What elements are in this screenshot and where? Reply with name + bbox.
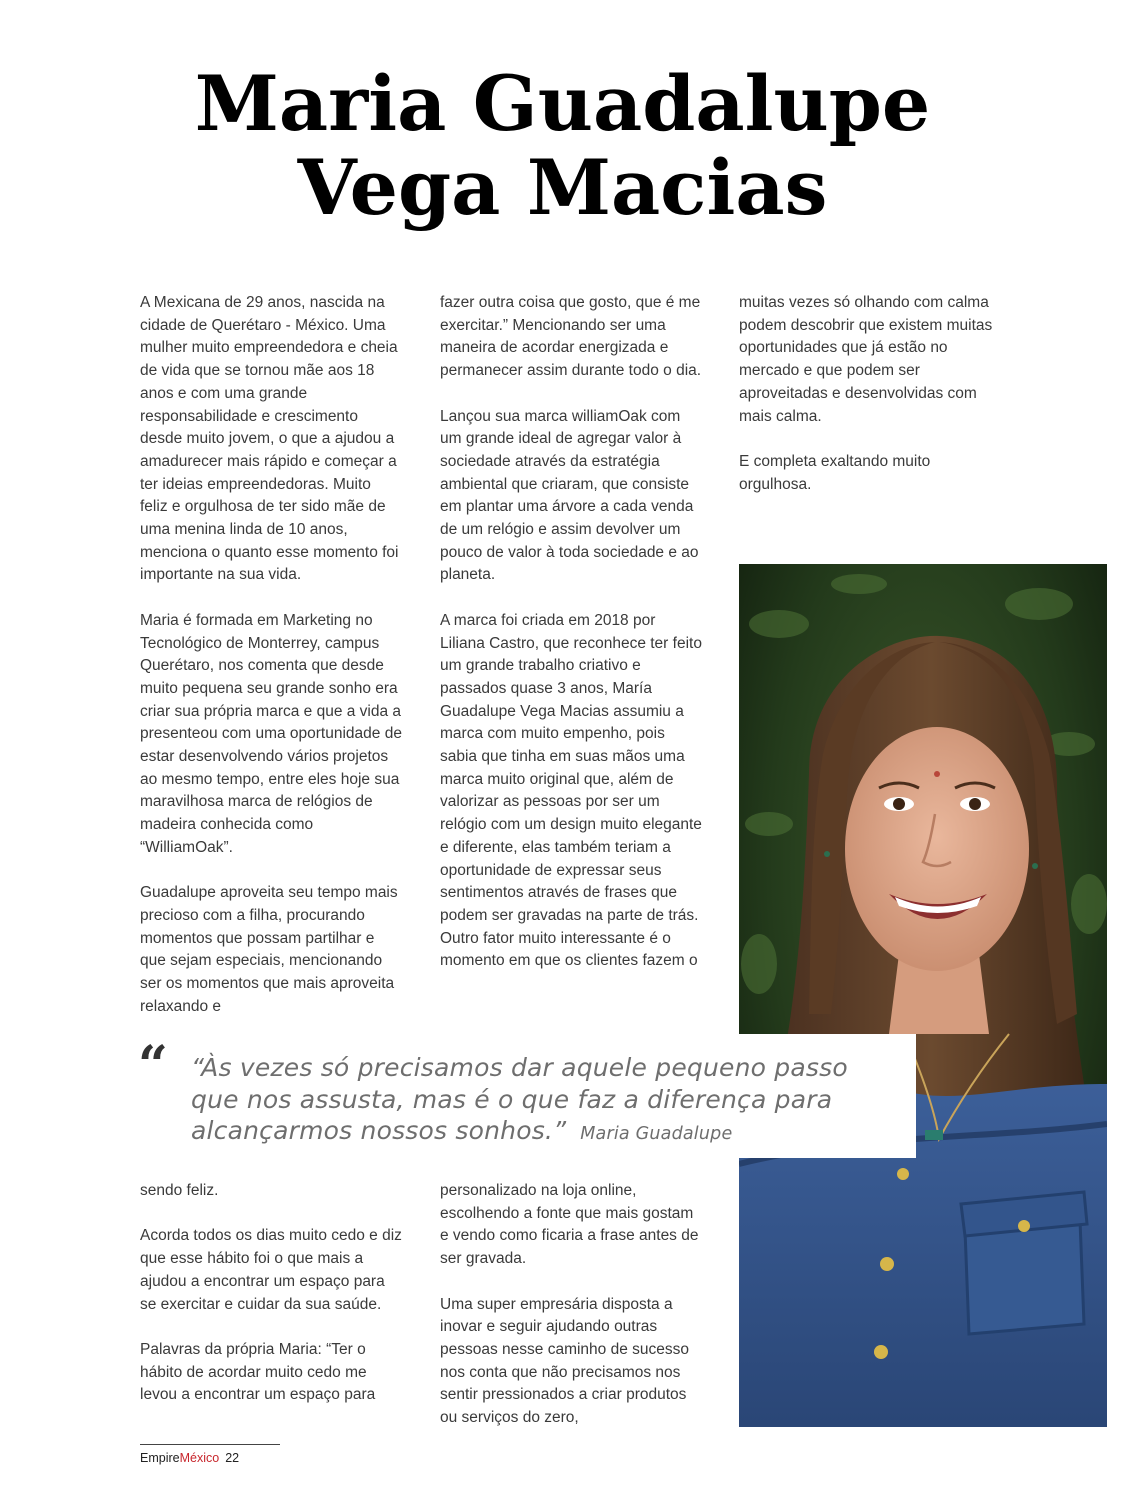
- column-1-top: [140, 292, 402, 1018]
- paragraph: A Mexicana de 29 anos, nascida na cidade de Querétaro - México. Uma mulher muito empreendedora e cheia de vida que se tornou mãe aos 18 anos e com uma grande responsabilidade e crescimento desde muito jovem, o que a ajudou a amadurecer mais rápido e começar a ter ideias empreendedoras. Muito feliz e orgulhosa de ter sido mãe de uma menina linda de 10 anos, menciona o quanto esse momento foi importante na sua vida.: [140, 294, 399, 584]
- column-3-top: [739, 292, 1001, 496]
- column-2-top: [440, 292, 702, 973]
- footer-rule: [140, 1444, 280, 1445]
- article-title: [0, 59, 1125, 232]
- pullquote: [191, 1052, 901, 1151]
- page-number: 22: [225, 1451, 240, 1465]
- paragraph: muitas vezes só olhando com calma podem descobrir que existem muitas oportunidades que já estão no mercado e que podem ser aproveitadas e desenvolvidas com mais calma.: [739, 294, 993, 425]
- quote-mark-icon: “: [138, 1035, 168, 1096]
- pullquote-text: “Às vezes só precisamos dar aquele pequeno passo que nos assusta, mas é o que faz a diferença para alcançarmos nossos sonhos.”: [191, 1053, 848, 1145]
- paragraph: Acorda todos os dias muito cedo e diz que esse hábito foi o que mais a ajudou a encontrar um espaço para se exercitar e cuidar da sua saúde.: [140, 1227, 402, 1313]
- portrait-photo: [739, 564, 1107, 1427]
- paragraph: personalizado na loja online, escolhendo a fonte que mais gostam e vendo como ficaria a frase antes de ser gravada.: [440, 1182, 699, 1268]
- title-line-1: Maria Guadalupe: [194, 59, 931, 148]
- column-2-bottom: [440, 1180, 702, 1430]
- paragraph: Guadalupe aproveita seu tempo mais precioso com a filha, procurando momentos que possam partilhar e que sejam especiais, mencionando ser os momentos que mais aproveita relaxando e: [140, 884, 398, 1015]
- footer-brand-empire: Empire: [140, 1451, 180, 1465]
- paragraph: Palavras da própria Maria: “Ter o hábito de acordar muito cedo me levou a encontrar um espaço para: [140, 1340, 376, 1404]
- paragraph: sendo feliz.: [140, 1182, 219, 1199]
- column-1-bottom: [140, 1180, 402, 1407]
- pullquote-author: Maria Guadalupe: [580, 1124, 733, 1144]
- paragraph: Maria é formada em Marketing no Tecnológico de Monterrey, campus Querétaro, nos comenta que desde muito pequena seu grande sonho era criar sua própria marca e que a vida a presenteou com uma oportunidade de estar desenvolvendo vários projetos ao mesmo tempo, entre eles hoje sua maravilhosa marca de relógios de madeira conhecida como “WilliamOak”.: [140, 611, 402, 856]
- title-line-2: Vega Macias: [297, 143, 828, 232]
- paragraph: fazer outra coisa que gosto, que é me exercitar.” Mencionando ser uma maneira de acordar energizada e permanecer assim durante todo o dia.: [440, 294, 702, 380]
- paragraph: Uma super empresária disposta a inovar e seguir ajudando outras pessoas nesse caminho de sucesso nos conta que não precisamos nos sentir pressionados a criar produtos ou serviços do zero,: [440, 1295, 690, 1427]
- paragraph: E completa exaltando muito orgulhosa.: [739, 452, 931, 493]
- footer-brand-mexico: México: [179, 1451, 220, 1465]
- footer: [140, 1451, 239, 1465]
- paragraph: A marca foi criada em 2018 por Liliana Castro, que reconhece ter feito um grande trabalho criativo e passados quase 3 anos, María Guadalupe Vega Macias assumiu a marca com muito empenho, pois sabia que tinha em suas mãos uma marca muito original que, além de valorizar as pessoas por ser um relógio com um design muito elegante e diferente, elas também teriam a oportunidade de expressar seus sentimentos através de frases que podem ser gravadas na parte de trás. Outro fator muito interessante é o momento em que os clientes fazem o: [440, 611, 702, 970]
- paragraph: Lançou sua marca williamOak com um grande ideal de agregar valor à sociedade através da estratégia ambiental que criaram, que consiste em plantar uma árvore a cada venda de um relógio e assim devolver um pouco de valor à toda sociedade e ao planeta.: [440, 407, 699, 584]
